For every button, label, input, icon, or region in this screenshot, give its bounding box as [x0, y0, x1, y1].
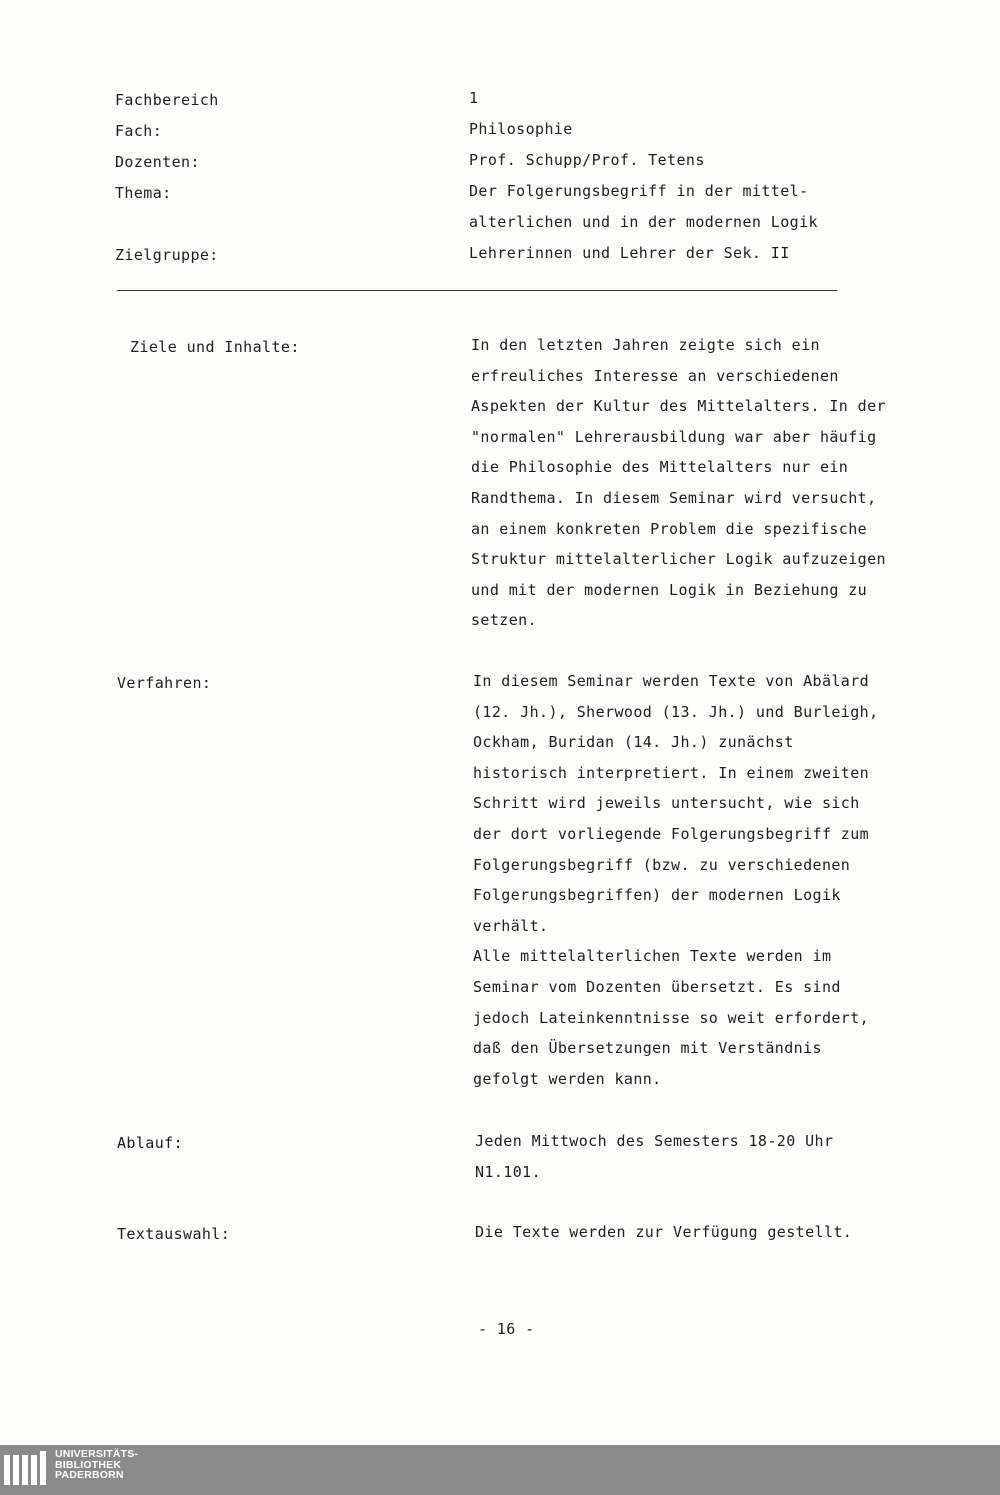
text-line: Jeden Mittwoch des Semesters 18-20 Uhr [475, 1132, 834, 1150]
text-line: setzen. [471, 611, 538, 630]
library-logo-icon [4, 1451, 50, 1489]
section-label-ziele: Ziele und Inhalte: [130, 338, 300, 356]
text-line: Folgerungsbegriff (bzw. zu verschiedenen [473, 855, 851, 874]
text-line: N1.101. [475, 1162, 542, 1181]
header-value-zielgruppe: Lehrerinnen und Lehrer der Sek. II [469, 244, 790, 262]
section-label-ablauf: Ablauf: [117, 1134, 184, 1152]
text-line: erfreuliches Interesse an verschiedenen [471, 366, 839, 385]
header-label-fachbereich: Fachbereich [115, 91, 219, 109]
header-label-fach: Fach: [115, 122, 163, 140]
section-label-verfahren: Verfahren: [117, 674, 212, 692]
library-logo-text [55, 1449, 138, 1481]
header-value-thema-line1: Der Folgerungsbegriff in der mittel- [469, 182, 809, 200]
header-value-fachbereich: 1 [469, 89, 479, 107]
text-line: "normalen" Lehrerausbildung war aber häufig [471, 427, 877, 446]
section-text-textauswahl [475, 1222, 935, 1253]
text-line: Folgerungsbegriffen) der modernen Logik [473, 886, 841, 905]
text-line: Schritt wird jeweils untersucht, wie sich [473, 794, 860, 813]
section-text-ziele [471, 335, 931, 641]
library-footer [0, 1445, 1000, 1495]
text-line: Seminar vom Dozenten übersetzt. Es sind [473, 977, 841, 996]
text-line: Randthema. In diesem Seminar wird versucht, [471, 488, 877, 507]
header-value-thema-line2: alterlichen und in der modernen Logik [469, 213, 818, 231]
header-label-thema: Thema: [115, 184, 172, 202]
logo-line: PADERBORN [55, 1469, 124, 1481]
text-line: (12. Jh.), Sherwood (13. Jh.) und Burleigh, [473, 702, 879, 721]
text-line: verhält. [473, 916, 549, 935]
header-divider [117, 290, 837, 291]
section-text-verfahren [473, 671, 933, 1099]
text-line: Alle mittelalterlichen Texte werden im [473, 947, 832, 966]
header-label-zielgruppe: Zielgruppe: [115, 246, 219, 264]
text-line: historisch interpretiert. In einem zweiten [473, 763, 870, 782]
logo-line: UNIVERSITÄTS- [55, 1448, 139, 1460]
section-label-textauswahl: Textauswahl: [117, 1225, 231, 1243]
text-line: jedoch Lateinkenntnisse so weit erfordert, [473, 1008, 870, 1027]
section-text-ablauf [475, 1131, 935, 1192]
text-line: Die Texte werden zur Verfügung gestellt. [475, 1223, 853, 1241]
text-line: an einem konkreten Problem die spezifische [471, 519, 868, 538]
text-line: gefolgt werden kann. [473, 1069, 662, 1088]
text-line: die Philosophie des Mittelalters nur ein [471, 458, 849, 477]
header-label-dozenten: Dozenten: [115, 153, 200, 171]
logo-line: BIBLIOTHEK [55, 1458, 122, 1471]
text-line: Aspekten der Kultur des Mittelalters. In der [471, 397, 886, 416]
text-line: der dort vorliegende Folgerungsbegriff zum [473, 824, 870, 843]
text-line: und mit der modernen Logik in Beziehung zu [471, 580, 868, 599]
text-line: In den letzten Jahren zeigte sich ein [471, 336, 820, 354]
page-number: - 16 - [478, 1320, 535, 1338]
header-value-dozenten: Prof. Schupp/Prof. Tetens [469, 151, 705, 169]
text-line: In diesem Seminar werden Texte von Abälard [473, 672, 870, 690]
text-line: Struktur mittelalterlicher Logik aufzuzeigen [471, 550, 886, 569]
text-line: daß den Übersetzungen mit Verständnis [473, 1039, 822, 1058]
text-line: Ockham, Buridan (14. Jh.) zunächst [473, 733, 794, 752]
header-value-fach: Philosophie [469, 120, 573, 138]
